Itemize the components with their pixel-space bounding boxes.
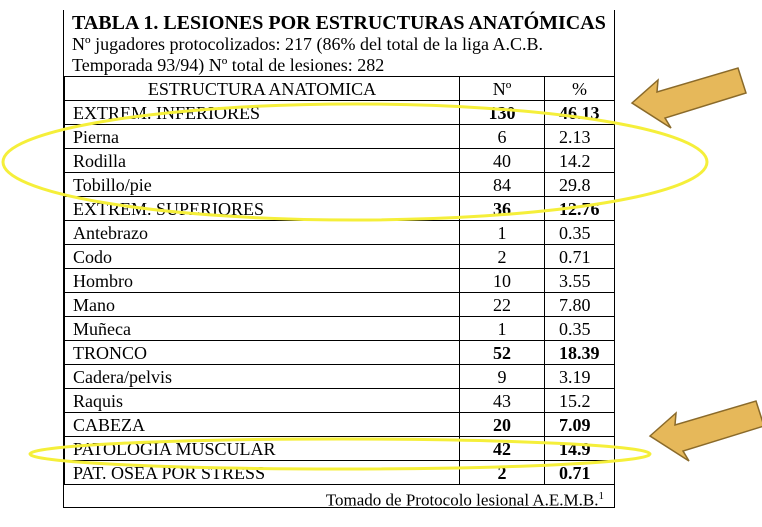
arrow-icon-top — [632, 68, 746, 128]
row-count: 1 — [460, 221, 545, 245]
row-label: EXTREM. SUPERIORES — [65, 197, 460, 221]
column-header-structure: ESTRUCTURA ANATOMICA — [65, 77, 460, 101]
row-count: 1 — [460, 317, 545, 341]
row-label: Muñeca — [65, 317, 460, 341]
table-row — [65, 341, 615, 365]
row-count: 36 — [460, 197, 545, 221]
row-label: Cadera/pelvis — [65, 365, 460, 389]
row-percent: 7.80 — [545, 293, 615, 317]
row-percent: 12.76 — [545, 197, 615, 221]
row-label: Rodilla — [65, 149, 460, 173]
row-percent: 0.35 — [545, 317, 615, 341]
row-label: Raquis — [65, 389, 460, 413]
table-body — [65, 101, 615, 485]
table-row — [65, 173, 615, 197]
row-percent: 2.13 — [545, 125, 615, 149]
table-row — [65, 101, 615, 125]
table-header-row — [65, 77, 615, 101]
row-label: PATOLOGIA MUSCULAR — [65, 437, 460, 461]
row-count: 2 — [460, 461, 545, 485]
row-percent: 14.2 — [545, 149, 615, 173]
row-percent: 3.55 — [545, 269, 615, 293]
table-row — [65, 269, 615, 293]
row-count: 6 — [460, 125, 545, 149]
table-header — [64, 10, 614, 76]
row-count: 43 — [460, 389, 545, 413]
table-row — [65, 125, 615, 149]
table-row — [65, 245, 615, 269]
injury-table — [64, 76, 615, 485]
table-row — [65, 149, 615, 173]
row-label: EXTREM. INFERIORES — [65, 101, 460, 125]
source-text: Tomado de Protocolo lesional A.E.M.B. — [325, 490, 599, 510]
row-label: Mano — [65, 293, 460, 317]
table-row — [65, 461, 615, 485]
table-row — [65, 437, 615, 461]
row-percent: 7.09 — [545, 413, 615, 437]
row-count: 20 — [460, 413, 545, 437]
row-count: 22 — [460, 293, 545, 317]
row-count: 40 — [460, 149, 545, 173]
table-row — [65, 317, 615, 341]
row-label: TRONCO — [65, 341, 460, 365]
row-percent: 0.71 — [545, 245, 615, 269]
row-percent: 46.13 — [545, 101, 615, 125]
row-percent: 29.8 — [545, 173, 615, 197]
row-count: 2 — [460, 245, 545, 269]
row-count: 52 — [460, 341, 545, 365]
row-percent: 14.9 — [545, 437, 615, 461]
row-percent: 15.2 — [545, 389, 615, 413]
table-row — [65, 293, 615, 317]
source-footnote: 1 — [598, 490, 604, 502]
row-label: Codo — [65, 245, 460, 269]
table-row — [65, 197, 615, 221]
row-label: Pierna — [65, 125, 460, 149]
row-count: 130 — [460, 101, 545, 125]
row-count: 42 — [460, 437, 545, 461]
arrow-icon-bottom — [650, 401, 762, 461]
table-row — [65, 221, 615, 245]
column-header-count: Nº — [460, 77, 545, 101]
row-percent: 0.35 — [545, 221, 615, 245]
table-subtitle-line-1: Nº jugadores protocolizados: 217 (86% del total de la liga A.C.B. — [72, 34, 543, 54]
row-label: CABEZA — [65, 413, 460, 437]
row-count: 10 — [460, 269, 545, 293]
table-row — [65, 389, 615, 413]
row-percent: 18.39 — [545, 341, 615, 365]
table-row — [65, 413, 615, 437]
row-label: Tobillo/pie — [65, 173, 460, 197]
table-document — [63, 10, 615, 508]
table-row — [65, 365, 615, 389]
row-count: 84 — [460, 173, 545, 197]
row-label: Antebrazo — [65, 221, 460, 245]
row-label: Hombro — [65, 269, 460, 293]
row-count: 9 — [460, 365, 545, 389]
table-subtitle-line-2: Temporada 93/94) Nº total de lesiones: 282 — [72, 55, 385, 75]
table-title: TABLA 1. LESIONES POR ESTRUCTURAS ANATÓMICAS — [72, 12, 606, 34]
source-note — [64, 485, 614, 508]
row-percent: 3.19 — [545, 365, 615, 389]
column-header-percent: % — [545, 77, 615, 101]
row-label: PAT. OSEA POR STRESS — [65, 461, 460, 485]
row-percent: 0.71 — [545, 461, 615, 485]
